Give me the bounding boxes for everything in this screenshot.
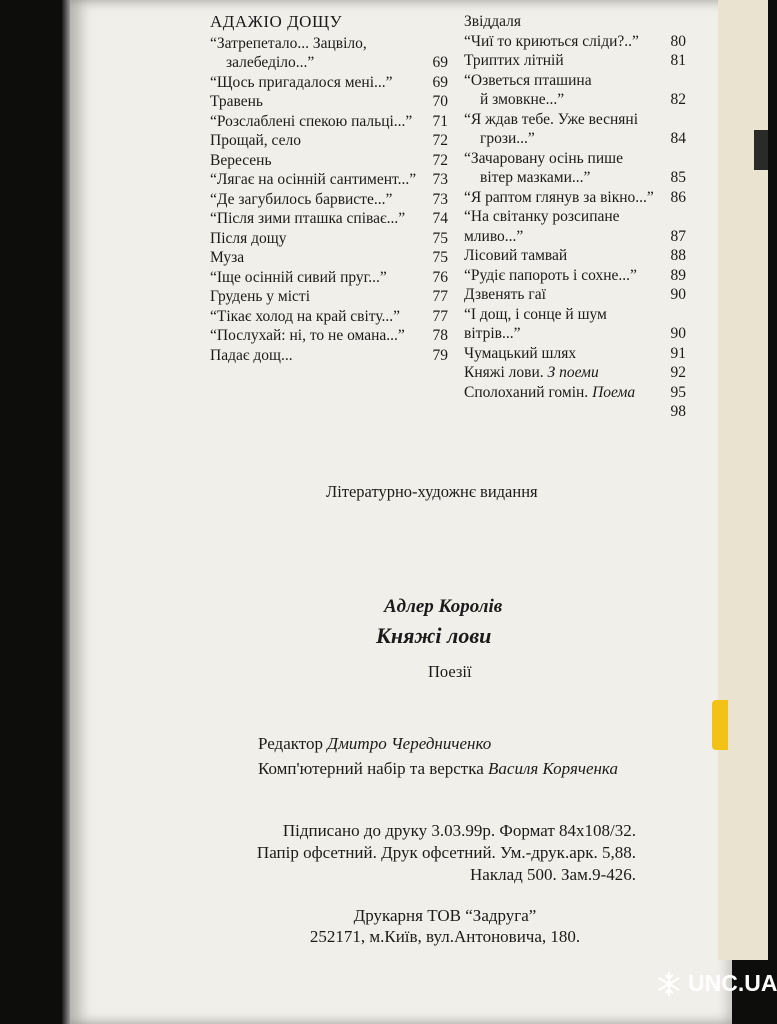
toc-entry-page: 76 [432,268,448,286]
toc-entry-page: 75 [432,229,448,247]
toc-entry-page: 86 [670,188,686,206]
toc-entry-page: 75 [432,249,448,266]
toc-entry-page: 77 [432,288,448,305]
toc-entry-title [464,71,660,110]
author-name: Адлер Королів [384,596,503,617]
toc-entry [464,344,686,364]
toc-entry-title [210,131,422,151]
toc-entry-title [464,207,660,246]
toc-entry-page: 79 [432,346,448,364]
toc-entry-genre: Поема [592,383,636,401]
toc-entry-line: Триптих літній [464,52,564,69]
printer-line-1: Друкарня ТОВ “Задруга” [353,906,537,925]
toc-entry-line: Муза [210,249,245,266]
credits [258,731,618,781]
toc-entry-page: 74 [432,210,448,227]
toc-entry-title [464,12,660,32]
toc-entry [210,287,448,307]
toc-entry-title [210,151,422,171]
toc-entry-line: Вересень [210,151,272,169]
section-title: АДАЖІО ДОЩУ [210,12,343,31]
toc-entry [464,32,686,52]
toc-entry [464,383,686,403]
toc-entry-page: 95 [670,383,686,401]
toc-entry [210,346,448,366]
toc-entry-title [464,149,660,188]
toc-entry [210,34,448,73]
toc-entry-title [210,112,422,132]
toc-entry-title [210,326,422,346]
toc-entry-line: “На світанку розсипане мливо...” [464,208,620,245]
toc-entry-title [464,266,660,286]
toc-left-column [210,12,448,365]
toc-entry-title [464,110,660,149]
toc-entry [464,363,686,383]
toc-entry [464,305,686,344]
toc-entry-title [464,383,660,403]
toc-entry [210,307,448,327]
toc-entry-line: залебеділо...” [226,54,315,71]
toc-right-column [464,12,686,422]
toc-entry-line: Після дощу [210,229,287,247]
toc-entry-line: “Розслаблені спекою пальці...” [210,112,413,130]
toc-entry-title [464,344,660,364]
imprint-line-3: Наклад 500. Зам.9-426. [470,865,636,884]
toc-entry-title [210,268,422,288]
toc-entry-title [210,190,422,210]
toc-entry-genre: З поеми [547,364,599,381]
toc-entry-page: 90 [670,325,686,342]
toc-entry [464,149,686,188]
toc-entry-line: Сполоханий гомін. [464,383,589,401]
toc-entry-line: “Де загубилось барвисте...” [210,190,393,208]
toc-entry-title [210,209,422,229]
layout-line [258,756,618,781]
toc-entry-title [464,32,660,52]
snowflake-icon [656,971,682,997]
toc-entry-line: вітер мазками...” [480,169,591,186]
toc-entry-title [210,346,422,366]
toc-entry-line: “Щось пригадалося мені...” [210,73,393,91]
toc-entry-page: 84 [670,130,686,147]
imprint [244,820,636,886]
toc-entry-title [210,307,422,327]
toc-entry [210,248,448,268]
imprint-line-2: Папір офсетний. Друк офсетний. Ум.-друк.арк. 5,88. [256,843,636,862]
toc-entry-line: “Рудіє папороть і сохне...” [464,266,637,284]
toc-entry [210,151,448,171]
printer-line-2: 252171, м.Київ, вул.Антоновича, 180. [309,927,581,946]
toc-entry-page: 88 [670,247,686,264]
toc-entry-title [464,305,660,344]
toc-entry [464,285,686,305]
toc-entry-page: 92 [670,364,686,381]
toc-entry-line: “Лягає на осінній сантимент...” [210,171,417,188]
toc-entry-page: 89 [670,266,686,284]
toc-entry [210,170,448,190]
toc-entry-line: грози...” [480,130,535,147]
printer-info [300,905,590,947]
toc-entry-line: Грудень у місті [210,288,311,305]
layout-name: Василя Коряченка [488,759,618,778]
toc-entry-line: “Озветься пташина [464,71,592,89]
editor-label: Редактор [258,734,323,753]
toc-entry-page: 77 [432,307,448,325]
adjacent-page-glyph [754,130,768,170]
toc-entry-line: “Послухай: ні, то не омана...” [210,327,405,344]
toc-entry [210,131,448,151]
toc-entry [210,209,448,229]
toc-entry-title [464,285,660,305]
editor-name: Дмитро Чередниченко [327,734,492,753]
toc-entry-line: Чумацький шлях [464,344,577,362]
watermark [656,970,777,997]
adjacent-page [718,0,768,960]
toc-entry [210,73,448,93]
toc-entry-title [210,287,422,307]
toc-entry-line: “Чиї то криються сліди?..” [464,32,639,50]
toc-entry-title [210,34,422,73]
toc-entry-line: Звіддаля [464,13,522,30]
toc-entry-line: “Я раптом глянув за вікно...” [464,188,654,206]
toc-entry-line: Дзвенять гаї [464,286,546,303]
toc-entry-line: “Після зими пташка співає...” [210,210,406,227]
toc-entry-title [464,246,660,266]
toc-entry-title [210,229,422,249]
toc-entry-line: Травень [210,93,263,110]
toc-entry [464,266,686,286]
toc-entry-page: 81 [670,52,686,69]
toc-entry [464,402,686,422]
toc-entry [464,246,686,266]
toc-entry-page: 72 [432,151,448,169]
layout-label: Комп'ютерний набір та верстка [258,759,484,778]
toc-entry [210,190,448,210]
toc-entry-page: 98 [670,403,686,420]
toc-entry-line: Лісовий тамвай [464,247,568,264]
toc-entry-page: 73 [432,190,448,208]
toc-entry-title [464,188,660,208]
toc-entry-page: 71 [432,112,448,130]
toc-entry [210,229,448,249]
toc-entry-line: “Іще осінній сивий пруг...” [210,268,387,286]
toc-entry-page: 87 [670,227,686,245]
toc-entry-line: “Затрепетало... Зацвіло, [210,34,367,52]
toc-entry-line: й змовкне...” [480,91,565,108]
book-subtitle: Поезії [428,662,472,681]
toc-entry [464,188,686,208]
toc-entry-page: 91 [670,344,686,362]
toc-entry-line: “Зачаровану осінь пише [464,149,623,167]
imprint-line-1: Підписано до друку 3.03.99р. Формат 84x108/32. [282,821,636,840]
toc-entry-page: 78 [432,327,448,344]
toc-entry [464,71,686,110]
toc-entry-page: 72 [432,132,448,149]
watermark-text: UNC.UA [688,970,777,996]
toc-entry-title [210,73,422,93]
toc-entry [464,207,686,246]
book-title: Княжі лови [376,623,492,648]
toc-entry [210,268,448,288]
toc-entry-page: 80 [670,32,686,50]
toc-entry-line: “Тікає холод на край світу...” [210,307,401,325]
toc-entry [464,110,686,149]
toc-entry-page: 73 [432,171,448,188]
toc-entry-title [210,92,422,112]
toc-entry-page: 82 [670,91,686,108]
toc-entry [210,112,448,132]
toc-entry-line: Падає дощ... [210,346,293,364]
toc-entry-title [464,363,660,383]
toc-entry-line: Прощай, село [210,132,301,149]
toc-entry [464,51,686,71]
toc-entry-page: 69 [432,54,448,71]
toc-entry-page: 90 [670,286,686,303]
toc-entry-line: “І дощ, і сонце й шум вітрів...” [464,305,607,342]
toc-entry-line: Княжі лови. [464,364,544,381]
toc-entry [464,12,686,32]
toc-entry-title [210,248,422,268]
yellow-bookmark [712,700,728,750]
toc-entry [210,92,448,112]
toc-entry-page: 85 [670,169,686,186]
genre-label: Літературно-художнє видання [326,482,538,501]
toc-entry-page: 70 [432,93,448,110]
toc-entry-line: “Я ждав тебе. Уже весняні [464,110,638,128]
editor-line [258,731,618,756]
toc-entry [210,326,448,346]
toc-entry-title [210,170,422,190]
toc-entry-page: 69 [432,73,448,91]
toc-entry-title [464,51,660,71]
